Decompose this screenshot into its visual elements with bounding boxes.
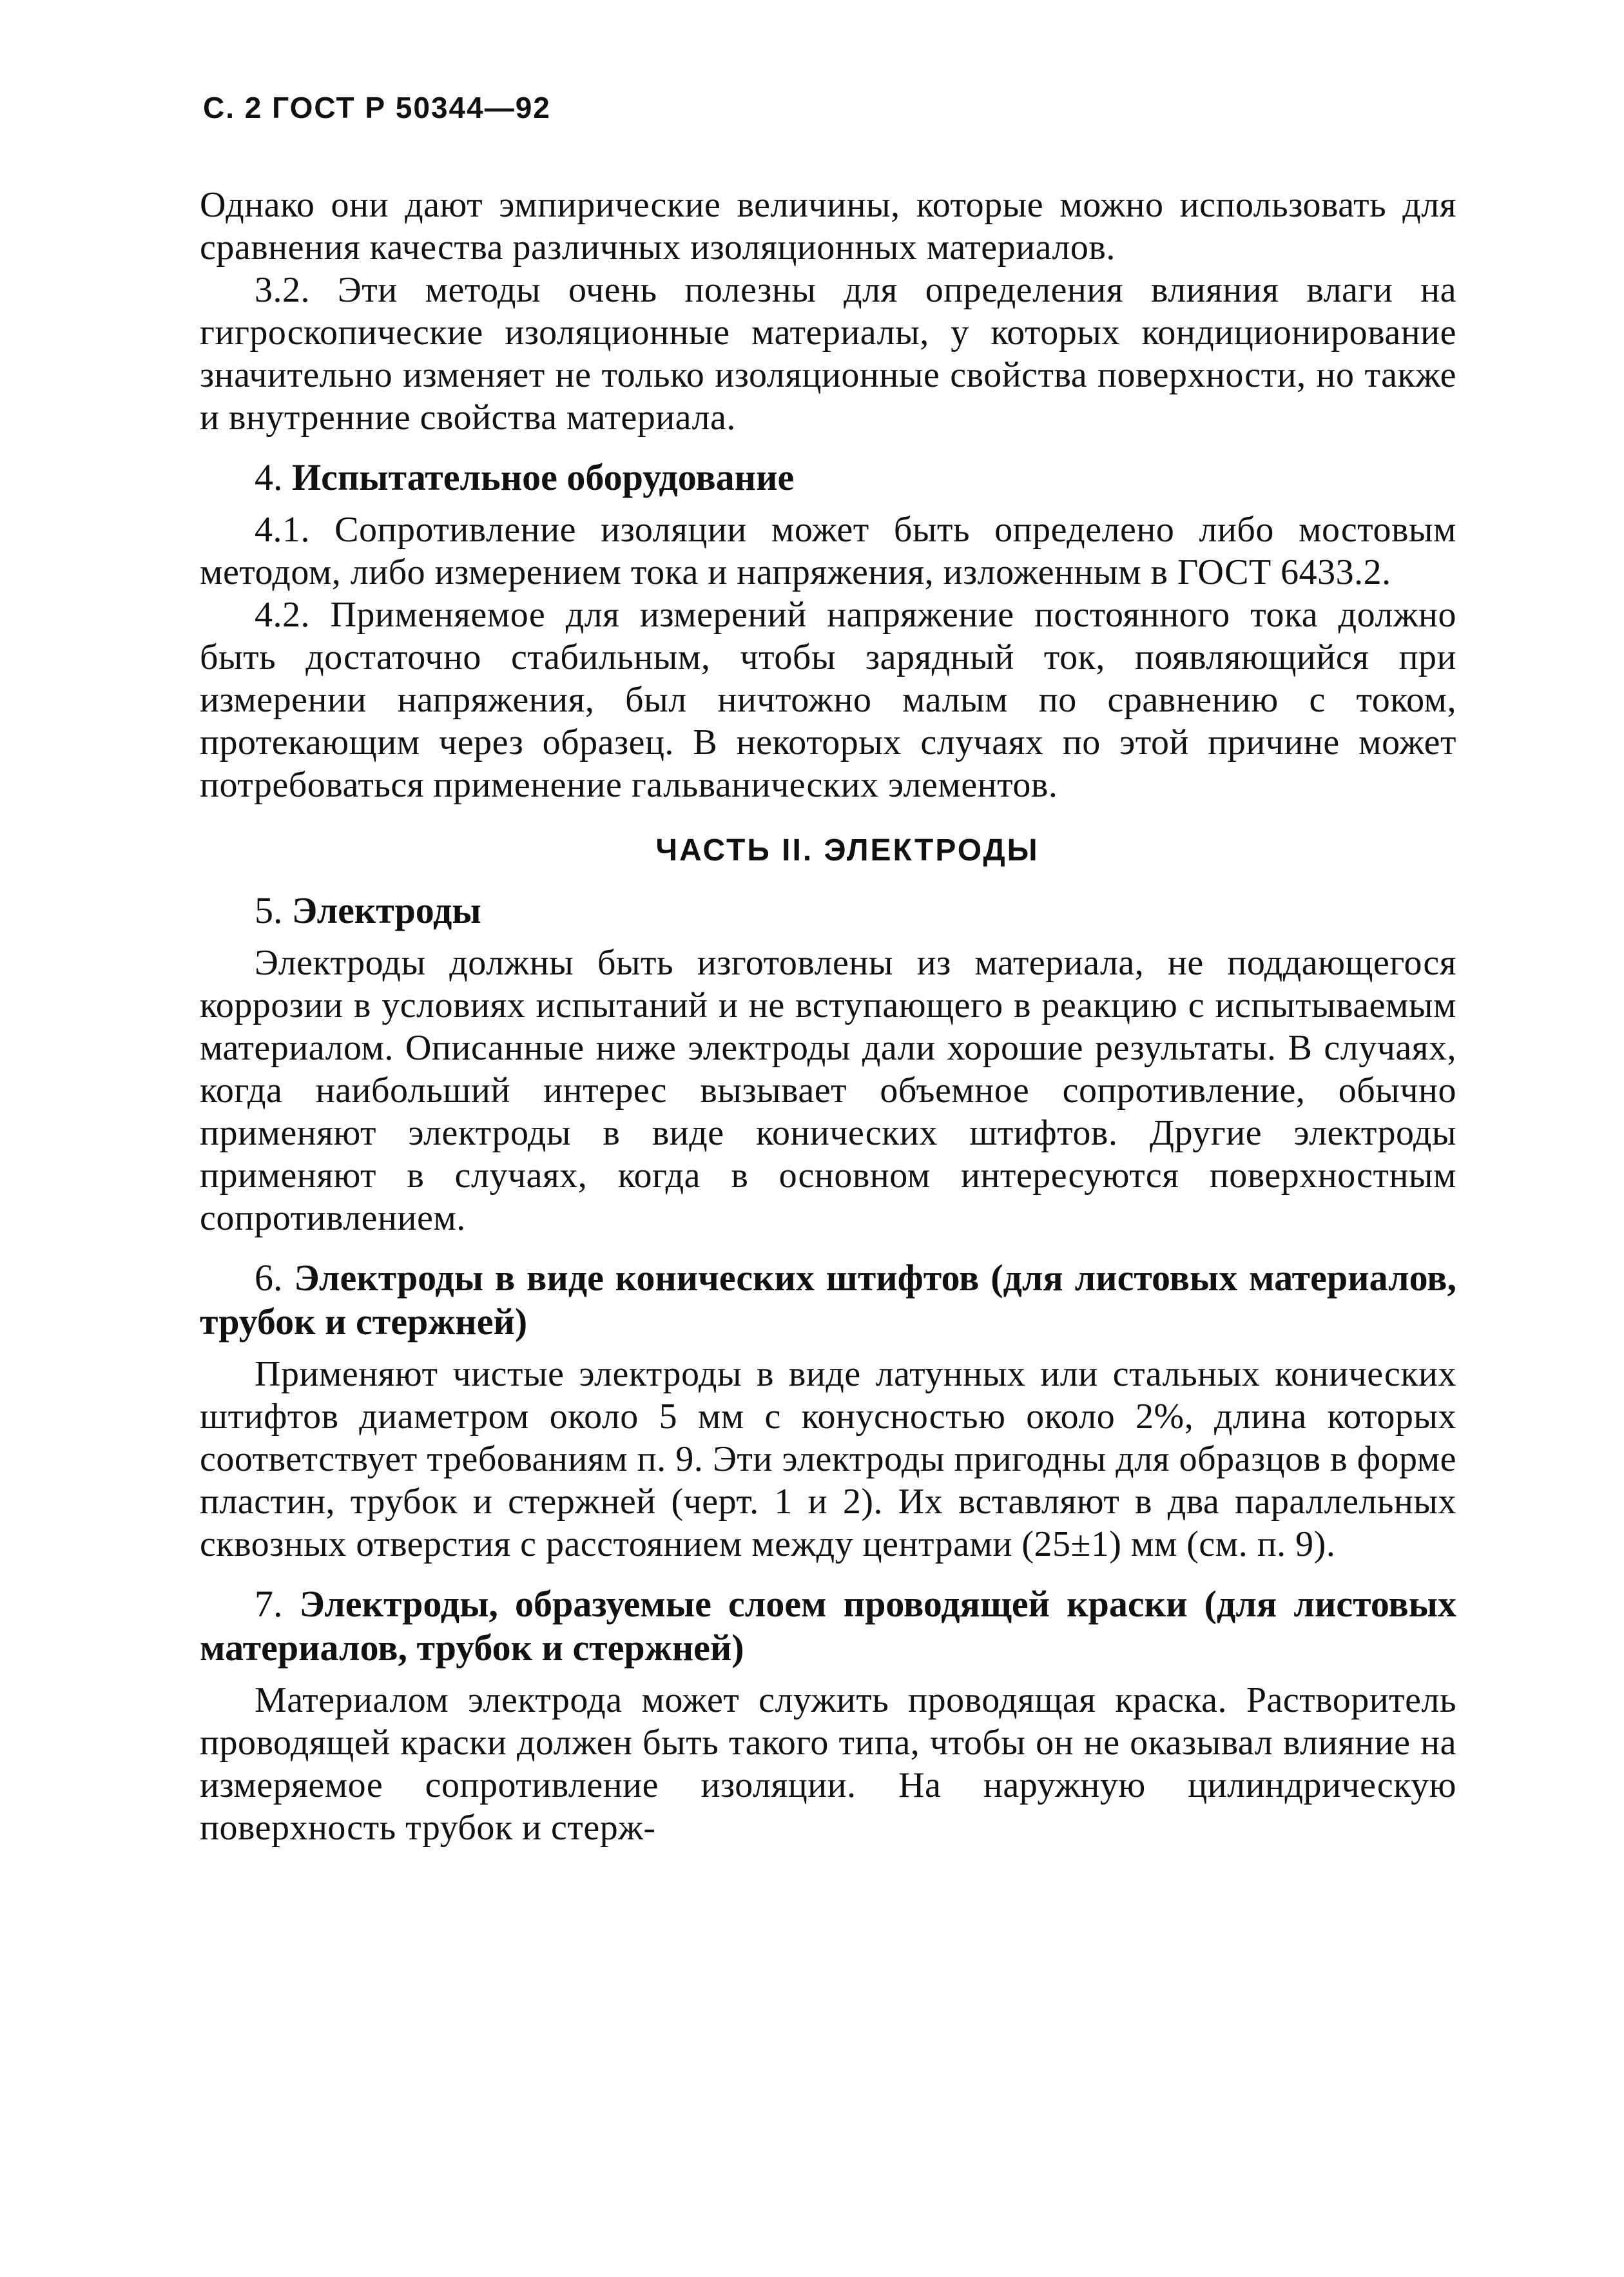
- section-5-title: Электроды: [292, 889, 481, 931]
- section-7-heading: [200, 1582, 1456, 1670]
- section-4-title: Испытательное оборудование: [292, 456, 795, 498]
- paragraph-6: Применяют чистые электроды в виде латунных или стальных конических штифтов диаметром около 5 мм с конусностью около 2%, длина которых соответствует требованиям п. 9. Эти электроды пригодны для образцов в форме пластин, трубок и стержней (черт. 1 и 2). Их вставляют в два параллельных сквозных отверстия с расстоянием между центрами (25±1) мм (см. п. 9).: [200, 1354, 1456, 1564]
- paragraph-4-1: 4.1. Сопротивление изоляции может быть определено либо мостовым методом, либо измерением тока и напряжения, изложенным в ГОСТ 6433.2.: [200, 510, 1456, 592]
- section-7-number: 7.: [255, 1583, 283, 1625]
- section-4-number: 4.: [255, 456, 283, 498]
- paragraph-5: Электроды должны быть изготовлены из материала, не поддающегося коррозии в условиях испытаний и не вступающего в реакцию с испытываемым материалом. Описанные ниже электроды дали хорошие результаты. В случаях, когда наибольший интерес вызывает объемное сопротивление, обычно применяют электроды в виде конических штифтов. Другие электроды применяют в случаях, когда в основном интересуются поверхностным сопротивлением.: [200, 943, 1456, 1238]
- section-7-title: Электроды, образуемые слоем проводящей краски (для листовых материалов, трубок и стержней): [200, 1583, 1456, 1669]
- section-6-heading: [200, 1256, 1456, 1344]
- page-header: С. 2 ГОСТ Р 50344—92: [203, 91, 551, 124]
- paragraph-7: Материалом электрода может служить проводящая краска. Растворитель проводящей краски должен быть такого типа, чтобы он не оказывал влияние на измеряемое сопротивление изоляции. На наружную цилиндрическую поверхность трубок и стерж-: [200, 1680, 1456, 1848]
- section-5-number: 5.: [255, 889, 283, 931]
- section-5-heading: [200, 889, 1456, 933]
- section-6-title: Электроды в виде конических штифтов (для листовых материалов, трубок и стержней): [200, 1257, 1456, 1342]
- section-4-heading: [200, 456, 1456, 499]
- paragraph-3-2: 3.2. Эти методы очень полезны для определения влияния влаги на гигроскопические изоляционные материалы, у которых кондиционирование значительно изменяет не только изоляционные свойства поверхности, но также и внутренние свойства материала.: [200, 270, 1456, 438]
- page-body: [200, 184, 1456, 1849]
- paragraph-4-2: 4.2. Применяемое для измерений напряжение постоянного тока должно быть достаточно стабильным, чтобы зарядный ток, появляющийся при измерении напряжения, был ничтожно малым по сравнению с током, протекающим через образец. В некоторых случаях по этой причине может потребоваться применение гальванических элементов.: [200, 595, 1456, 805]
- section-6-number: 6.: [255, 1257, 283, 1299]
- part-heading: ЧАСТЬ II. ЭЛЕКТРОДЫ: [655, 833, 1039, 867]
- paragraph-continued: Однако они дают эмпирические величины, которые можно использовать для сравнения качества различных изоляционных материалов.: [200, 185, 1456, 267]
